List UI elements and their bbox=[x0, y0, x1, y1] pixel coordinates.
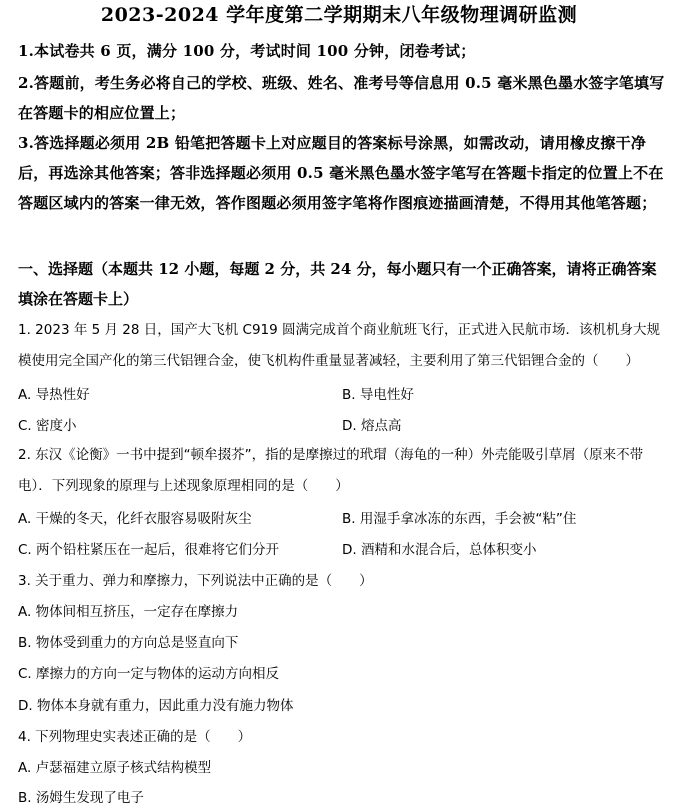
instruction-2: 2.答题前，考生务必将自己的学校、班级、姓名、准考号等信息用 0.5 毫米黑色墨水签字笔填写在答题卡的相应位置上； bbox=[18, 74, 665, 122]
question-2-stem: 2. 东汉《论衡》一书中提到“顿牟掇芥”，指的是摩擦过的玳瑁（海龟的一种）外壳能吸引草屑（原来不带电）．下列现象的原理与上述现象原理相同的是（ ） bbox=[18, 447, 644, 494]
question-3-stem: 3. 关于重力、弹力和摩擦力，下列说法中正确的是（ ） bbox=[18, 573, 373, 589]
question-4-option-a: A. 卢瑟福建立原子核式结构模型 bbox=[18, 760, 212, 776]
question-1-option-b: B. 导电性好 bbox=[342, 387, 414, 403]
question-3-option-c: C. 摩擦力的方向一定与物体的运动方向相反 bbox=[18, 666, 280, 682]
question-1-option-a: A. 导热性好 bbox=[18, 387, 90, 403]
question-2-option-c: C. 两个铅柱紧压在一起后，很难将它们分开 bbox=[18, 542, 280, 558]
section-heading: 一、选择题（本题共 12 小题，每题 2 分，共 24 分，每小题只有一个正确答案，请将正确答案填涂在答题卡上） bbox=[18, 260, 657, 308]
question-3-option-d: D. 物体本身就有重力，因此重力没有施力物体 bbox=[18, 698, 294, 714]
instruction-1: 1.本试卷共 6 页，满分 100 分，考试时间 100 分钟，闭卷考试； bbox=[18, 42, 476, 60]
instruction-3: 3.答选择题必须用 2B 铅笔把答题卡上对应题目的答案标号涂黑，如需改动，请用橡皮擦干净后，再选涂其他答案；答非选择题必须用 0.5 毫米黑色墨水签字笔写在答题卡指定的位置上不在答题区域内的答案一律无效，答作图题必须用签字笔将作图痕迹描画清楚，不得用其他笔答题； bbox=[18, 134, 664, 212]
exam-title: 2023-2024 学年度第二学期期末八年级物理调研监测 bbox=[100, 4, 578, 26]
question-1-option-c: C. 密度小 bbox=[18, 418, 77, 434]
question-3-option-b: B. 物体受到重力的方向总是竖直向下 bbox=[18, 635, 239, 651]
question-2-option-d: D. 酒精和水混合后，总体积变小 bbox=[342, 542, 537, 558]
question-1-stem: 1. 2023 年 5 月 28 日，国产大飞机 C919 圆满完成首个商业航班飞行，正式进入民航市场．该机机身大规模使用完全国产化的第三代铝锂合金，使飞机构件重量显著减轻，主要利用了第三代铝锂合金的（ ） bbox=[18, 322, 661, 369]
question-1-option-d: D. 熔点高 bbox=[342, 418, 402, 434]
question-4-stem: 4. 下列物理史实表述正确的是（ ） bbox=[18, 729, 252, 745]
question-3-option-a: A. 物体间相互挤压，一定存在摩擦力 bbox=[18, 604, 239, 620]
question-2-option-a: A. 干燥的冬天，化纤衣服容易吸附灰尘 bbox=[18, 511, 252, 527]
question-2-option-b: B. 用湿手拿冰冻的东西，手会被“粘”住 bbox=[342, 511, 577, 527]
question-4-option-b: B. 汤姆生发现了电子 bbox=[18, 790, 144, 806]
